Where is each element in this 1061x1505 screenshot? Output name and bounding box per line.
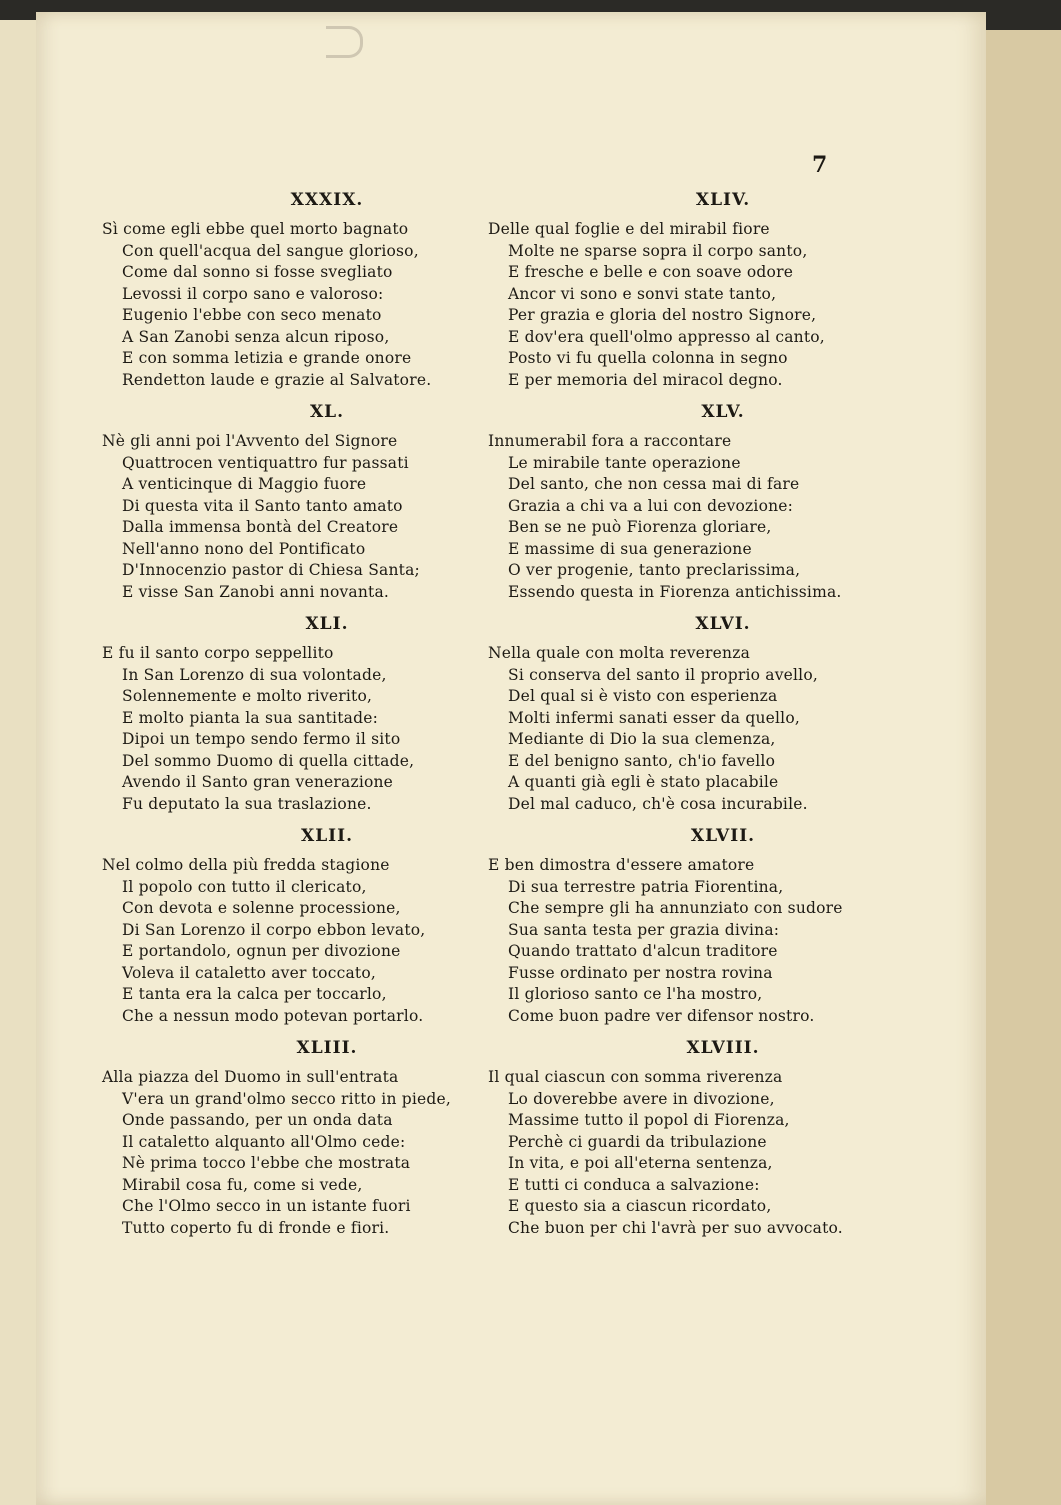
book-page [36, 12, 986, 1505]
verse-line: Tutto coperto fu di fronde e fiori. [122, 1218, 390, 1237]
stanza [102, 399, 502, 603]
verse-line: In San Lorenzo di sua volontade, [122, 665, 387, 684]
verse-line: E fresche e belle e con soave odore [508, 263, 794, 281]
stanza [102, 611, 502, 815]
verse-line: E molto pianta la sua santitade: [122, 708, 378, 727]
verse-line: Ancor vi sono e sonvi state tanto, [508, 284, 777, 303]
verse-line: E con somma letizia e grande onore [122, 349, 412, 367]
verse-line: Del mal caduco, ch'è cosa incurabile. [508, 794, 808, 813]
verse-line: Del santo, che non cessa mai di fare [508, 475, 800, 493]
right-column [488, 187, 908, 1247]
verse-line: Nè prima tocco l'ebbe che mostrata [122, 1154, 411, 1172]
verse-line: Massime tutto il popol di Fiorenza, [508, 1111, 790, 1129]
verse-line: Fu deputato la sua traslazione. [122, 794, 372, 813]
verse-line: Eugenio l'ebbe con seco menato [122, 306, 382, 324]
verse-line: Il cataletto alquanto all'Olmo cede: [122, 1132, 406, 1151]
verse-line: Del sommo Duomo di quella cittade, [122, 751, 415, 770]
verse-line: E tutti ci conduca a salvazione: [508, 1175, 760, 1194]
binding-clip [326, 26, 363, 58]
verse-line: Di sua terrestre patria Fiorentina, [508, 877, 784, 896]
verse-line: Di San Lorenzo il corpo ebbon levato, [122, 920, 426, 939]
stanza-number: XLV. [701, 402, 745, 422]
verse-line: Con quell'acqua del sangue glorioso, [122, 241, 419, 260]
stanza-number: XLVII. [690, 826, 756, 846]
verse-line: Solennemente e molto riverito, [122, 687, 373, 705]
verse-line: Dipoi un tempo sendo fermo il sito [122, 730, 401, 748]
left-column [102, 187, 502, 1247]
previous-page-edge [0, 20, 38, 1505]
stanza [102, 1035, 502, 1239]
verse-line: Quando trattato d'alcun traditore [508, 942, 778, 960]
verse-line: Molte ne sparse sopra il corpo santo, [508, 241, 808, 260]
verse-line: Perchè ci guardi da tribulazione [508, 1132, 767, 1151]
verse-line: Per grazia e gloria del nostro Signore, [508, 306, 817, 324]
verse-line: E ben dimostra d'essere amatore [488, 856, 755, 874]
verse-line: E portandolo, ognun per divozione [122, 942, 401, 960]
stanza [102, 823, 502, 1027]
stanza [102, 187, 502, 391]
verse-line: Delle qual foglie e del mirabil fiore [488, 220, 770, 238]
stanza-number: XL. [309, 402, 345, 422]
verse-line: Molti infermi sanati esser da quello, [508, 708, 800, 727]
page-number: 7 [812, 152, 828, 178]
verse-line: E questo sia a ciascun ricordato, [508, 1197, 772, 1215]
verse-line: Che buon per chi l'avrà per suo avvocato. [508, 1218, 843, 1237]
verse-line: E per memoria del miracol degno. [508, 370, 783, 389]
verse-line: Nè gli anni poi l'Avvento del Signore [102, 432, 398, 450]
verse-line: A San Zanobi senza alcun riposo, [122, 327, 390, 346]
verse-line: E fu il santo corpo seppellito [102, 644, 334, 662]
verse-line: A venticinque di Maggio fuore [122, 475, 367, 493]
verse-line: Nel colmo della più fredda stagione [102, 856, 390, 874]
verse-line: Il popolo con tutto il clericato, [122, 877, 367, 896]
verse-line: Di questa vita il Santo tanto amato [122, 496, 403, 515]
verse-line: E tanta era la calca per toccarlo, [122, 985, 387, 1003]
stanza [488, 823, 908, 1027]
verse-line: Dalla immensa bontà del Creatore [122, 518, 399, 536]
verse-line: Che sempre gli ha annunziato con sudore [508, 899, 843, 917]
verse-line: Mirabil cosa fu, come si vede, [122, 1175, 363, 1194]
verse-line: E del benigno santo, ch'io favello [508, 751, 776, 770]
verse-line: Nell'anno nono del Pontificato [122, 539, 366, 558]
stanza-number: XLVIII. [686, 1038, 760, 1058]
verse-line: E dov'era quell'olmo appresso al canto, [508, 327, 825, 346]
verse-line: Che a nessun modo potevan portarlo. [122, 1006, 424, 1025]
stanza [488, 611, 908, 815]
verse-line: Le mirabile tante operazione [508, 453, 741, 472]
verse-line: Del qual si è visto con esperienza [508, 687, 778, 705]
verse-line: Che l'Olmo secco in un istante fuori [122, 1197, 411, 1215]
verse-line: A quanti già egli è stato placabile [508, 773, 779, 791]
verse-line: Essendo questa in Fiorenza antichissima. [508, 582, 842, 601]
verse-line: Posto vi fu quella colonna in segno [508, 349, 788, 367]
verse-line: In vita, e poi all'eterna sentenza, [508, 1154, 773, 1172]
verse-line: Quattrocen ventiquattro fur passati [122, 453, 409, 472]
verse-line: Levossi il corpo sano e valoroso: [122, 284, 384, 303]
verse-line: Onde passando, per un onda data [122, 1111, 393, 1129]
verse-line: D'Innocenzio pastor di Chiesa Santa; [122, 561, 420, 579]
verse-line: V'era un grand'olmo secco ritto in piede, [122, 1089, 452, 1108]
verse-line: Nella quale con molta reverenza [488, 644, 751, 662]
verse-line: Come buon padre ver difensor nostro. [508, 1006, 815, 1025]
stanza [488, 399, 908, 603]
verse-line: Rendetton laude e grazie al Salvatore. [122, 370, 432, 389]
verse-line: Si conserva del santo il proprio avello, [508, 665, 819, 684]
stanza [488, 1035, 908, 1239]
verse-line: Innumerabil fora a raccontare [488, 432, 732, 450]
stanza-number: XXXIX. [290, 190, 364, 210]
stanza-number: XLIII. [296, 1038, 358, 1058]
stanza-number: XLII. [301, 826, 353, 846]
verse-line: Ben se ne può Fiorenza gloriare, [508, 518, 772, 536]
stanza-number: XLI. [305, 614, 349, 634]
verse-line: Con devota e solenne processione, [122, 899, 401, 917]
verse-line: Alla piazza del Duomo in sull'entrata [102, 1068, 399, 1086]
verse-line: Lo doverebbe avere in divozione, [508, 1089, 775, 1108]
verse-line: Mediante di Dio la sua clemenza, [508, 730, 776, 748]
verse-line: Grazia a chi va a lui con devozione: [508, 496, 794, 515]
verse-line: Avendo il Santo gran venerazione [122, 773, 394, 791]
verse-line: E massime di sua generazione [508, 539, 752, 558]
verse-line: Sì come egli ebbe quel morto bagnato [102, 220, 409, 238]
verse-line: Come dal sonno si fosse svegliato [122, 263, 393, 281]
verse-line: Sua santa testa per grazia divina: [508, 920, 780, 939]
stanza [488, 187, 908, 391]
verse-line: Voleva il cataletto aver toccato, [122, 963, 376, 982]
verse-line: E visse San Zanobi anni novanta. [122, 582, 390, 601]
stanza-number: XLIV. [695, 190, 751, 210]
verse-line: Il qual ciascun con somma riverenza [488, 1068, 783, 1086]
verse-line: O ver progenie, tanto preclarissima, [508, 561, 801, 579]
verse-line: Il glorioso santo ce l'ha mostro, [508, 985, 763, 1003]
stanza-number: XLVI. [695, 614, 751, 634]
verse-line: Fusse ordinato per nostra rovina [508, 963, 773, 982]
